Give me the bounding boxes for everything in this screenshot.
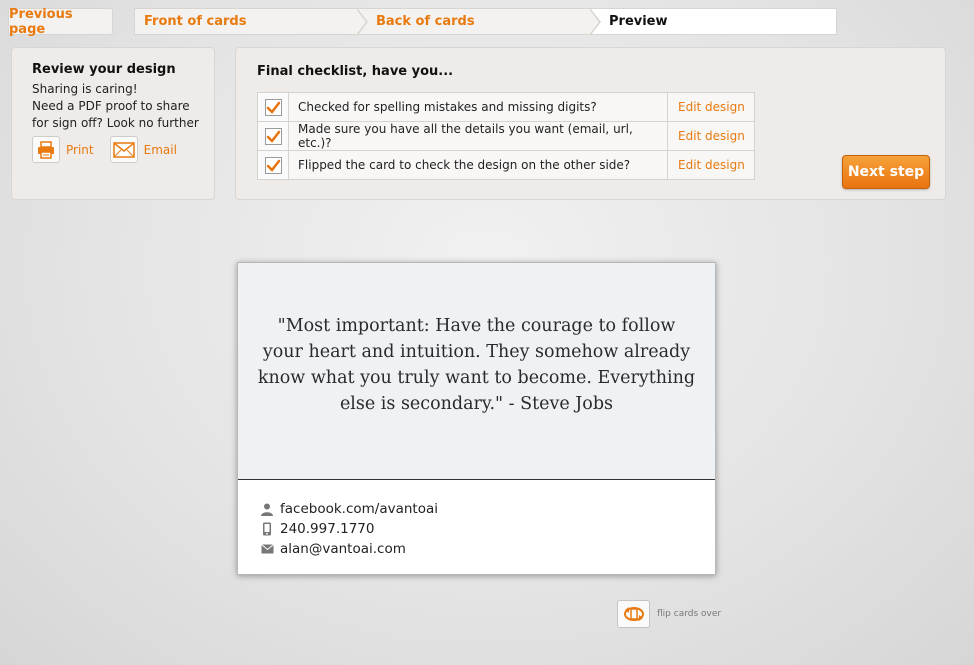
print-button[interactable] bbox=[32, 136, 60, 163]
step-back-of-cards[interactable] bbox=[357, 8, 590, 35]
checkbox-details[interactable] bbox=[265, 128, 282, 145]
flip-rotate-icon bbox=[622, 604, 646, 624]
next-step-button[interactable]: Next step bbox=[842, 155, 930, 189]
contact-row-facebook bbox=[260, 499, 438, 519]
checkmark-icon bbox=[266, 101, 281, 114]
review-title: Review your design bbox=[32, 62, 176, 77]
step-preview[interactable] bbox=[590, 8, 837, 35]
flip-label[interactable]: flip cards over bbox=[657, 609, 722, 619]
step-breadcrumb bbox=[134, 8, 837, 35]
review-text-line1: Sharing is caring! bbox=[32, 82, 138, 96]
review-panel bbox=[11, 47, 215, 200]
step-arrow bbox=[357, 8, 368, 36]
envelope-icon bbox=[113, 142, 135, 158]
email-link[interactable]: Email bbox=[143, 142, 177, 157]
contact-text: facebook.com/avantoai bbox=[280, 501, 438, 517]
checklist-table bbox=[257, 92, 755, 180]
contact-text: 240.997.1770 bbox=[280, 521, 375, 537]
checkmark-icon bbox=[266, 130, 281, 143]
checklist-item-text: Flipped the card to check the design on the other side? bbox=[289, 151, 668, 180]
card-quote: "Most important: Have the courage to follow your heart and intuition. They somehow already know what you truly want to become. Everything else is secondary." - Steve Jobs bbox=[257, 316, 696, 414]
edit-design-link[interactable]: Edit design bbox=[668, 93, 755, 122]
email-button[interactable] bbox=[110, 136, 138, 163]
card-preview bbox=[237, 262, 716, 575]
checklist-row bbox=[258, 122, 755, 151]
person-icon bbox=[260, 502, 274, 516]
contact-row-email bbox=[260, 539, 438, 559]
card-contacts bbox=[260, 499, 438, 559]
phone-icon bbox=[260, 522, 274, 536]
checkbox-flipped[interactable] bbox=[265, 157, 282, 174]
card-quote-area bbox=[238, 263, 715, 480]
checklist-title: Final checklist, have you... bbox=[257, 64, 454, 79]
checkbox-spelling[interactable] bbox=[265, 99, 282, 116]
edit-design-link[interactable]: Edit design bbox=[668, 151, 755, 180]
edit-design-link[interactable]: Edit design bbox=[668, 122, 755, 151]
previous-page-button[interactable]: Previous page bbox=[8, 8, 113, 35]
printer-icon bbox=[36, 140, 56, 160]
checkmark-icon bbox=[266, 159, 281, 172]
review-text-line2: Need a PDF proof to share for sign off? Look no further bbox=[32, 99, 199, 130]
step-label: Back of cards bbox=[376, 14, 475, 29]
checklist-row bbox=[258, 93, 755, 122]
flip-cards-control[interactable] bbox=[617, 600, 721, 628]
step-label: Front of cards bbox=[144, 14, 247, 29]
contact-text: alan@vantoai.com bbox=[280, 541, 406, 557]
review-text bbox=[32, 81, 202, 132]
review-actions bbox=[32, 136, 214, 163]
checklist-panel bbox=[235, 47, 946, 200]
checklist-row bbox=[258, 151, 755, 180]
print-link[interactable]: Print bbox=[66, 142, 94, 157]
step-front-of-cards[interactable] bbox=[134, 8, 357, 35]
checklist-item-text: Made sure you have all the details you want (email, url, etc.)? bbox=[289, 122, 668, 151]
step-arrow bbox=[590, 8, 601, 36]
envelope-icon bbox=[260, 542, 274, 556]
checklist-item-text: Checked for spelling mistakes and missing digits? bbox=[289, 93, 668, 122]
flip-button[interactable] bbox=[617, 600, 650, 628]
step-label: Preview bbox=[609, 14, 668, 29]
contact-row-phone bbox=[260, 519, 438, 539]
